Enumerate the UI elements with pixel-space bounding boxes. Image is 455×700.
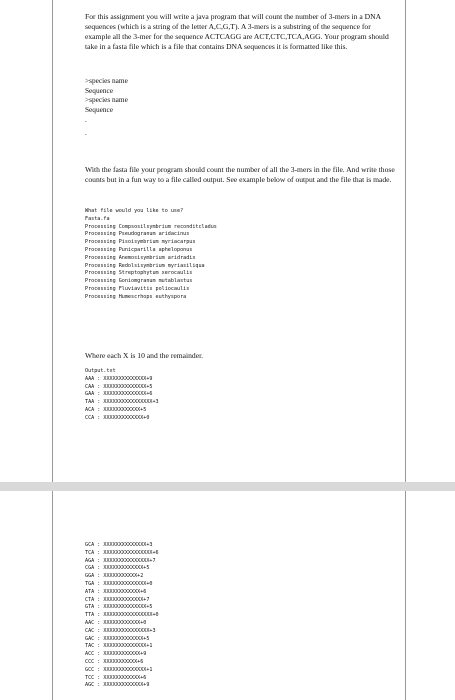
instructions-paragraph: With the fasta file your program should count the number of all the 3-mers in the file. And write those counts but in a fun way to a file called output. See example below of output and the file that is made. bbox=[85, 165, 395, 184]
output-line: CAA : XXXXXXXXXXXXXX+5 bbox=[85, 383, 153, 390]
output-line: AGA : XXXXXXXXXXXXXXX+7 bbox=[85, 557, 156, 564]
output-line: TTA : XXXXXXXXXXXXXXXX+0 bbox=[85, 612, 159, 619]
output-line: CGA : XXXXXXXXXXXXX+5 bbox=[85, 565, 150, 572]
output-line: AGC : XXXXXXXXXXXXX+9 bbox=[85, 682, 150, 689]
output-line: ACC : XXXXXXXXXXXX+9 bbox=[85, 651, 147, 658]
fasta-line: >species name bbox=[85, 95, 128, 104]
output-file-continued bbox=[85, 542, 395, 690]
output-line: GTA : XXXXXXXXXXXXXX+5 bbox=[85, 604, 153, 611]
output-line: TAC : XXXXXXXXXXXXXX+1 bbox=[85, 643, 153, 650]
console-line: Processing Fluviavitis poliocaulis bbox=[85, 285, 190, 292]
output-line: GAA : XXXXXXXXXXXXXX+6 bbox=[85, 391, 153, 398]
output-line: AAC : XXXXXXXXXXXX+0 bbox=[85, 619, 147, 626]
console-line: Processing Punicparilla apheloponus bbox=[85, 246, 193, 253]
console-line: What file would you like to use? bbox=[85, 208, 184, 214]
output-file-block bbox=[85, 368, 395, 423]
intro-paragraph: For this assignment you will write a java program that will count the number of 3-mers in a DNA sequences (which is a string of the letter A,C,G,T). A 3-mers is a substring of the sequence for example all the 3-mer for the sequence ACTCAGG are ACT,CTC,TCA,AGG. Your program should take in a fasta file which is a file that contains DNA sequences it is formatted like this. bbox=[85, 12, 389, 51]
output-line: CCC : XXXXXXXXXXX+6 bbox=[85, 658, 144, 665]
output-line: CAC : XXXXXXXXXXXXXXX+3 bbox=[85, 627, 156, 634]
fasta-line: >species name bbox=[85, 76, 128, 85]
console-line: Processing Pisoisymbrium myriacarpus bbox=[85, 239, 196, 246]
console-line: Processing Compsosilsymbrium reconditcladus bbox=[85, 223, 217, 230]
output-line: CTA : XXXXXXXXXXXXX+7 bbox=[85, 596, 150, 603]
continuation-dot: . bbox=[85, 129, 87, 137]
explanation-text: Where each X is 10 and the remainder. bbox=[85, 351, 204, 360]
output-line: GCC : XXXXXXXXXXXXXX+1 bbox=[85, 666, 153, 673]
output-title: Output.txt bbox=[85, 368, 116, 374]
page-separator bbox=[0, 482, 455, 491]
console-line: Processing Goniomgranum mutablastus bbox=[85, 278, 193, 285]
console-line: Processing Pseudogranum aridacinus bbox=[85, 231, 190, 238]
console-line: Fasta.fa bbox=[85, 215, 110, 222]
output-line: AAA : XXXXXXXXXXXXXX+9 bbox=[85, 375, 153, 382]
output-line: CCA : XXXXXXXXXXXXX+0 bbox=[85, 414, 150, 421]
document-page-2 bbox=[0, 491, 455, 700]
continuation-dot: . bbox=[85, 116, 87, 124]
console-line: Processing Redolsisymbrium myriasiliqua bbox=[85, 262, 205, 269]
fasta-format-block bbox=[85, 76, 395, 138]
output-line: GGA : XXXXXXXXXXX+2 bbox=[85, 573, 144, 580]
fasta-line: Sequence bbox=[85, 104, 113, 114]
output-line: GCA : XXXXXXXXXXXXXX+3 bbox=[85, 542, 153, 548]
console-line: Processing Humescrhops euthyspora bbox=[85, 293, 187, 300]
output-line: GAC : XXXXXXXXXXXXX+5 bbox=[85, 635, 150, 642]
console-output bbox=[85, 208, 395, 302]
output-line: ACA : XXXXXXXXXXXX+5 bbox=[85, 406, 147, 413]
output-line: TCC : XXXXXXXXXXXX+6 bbox=[85, 674, 147, 681]
output-line: ATA : XXXXXXXXXXXX+6 bbox=[85, 588, 147, 595]
output-line: TCA : XXXXXXXXXXXXXXXX+6 bbox=[85, 549, 159, 556]
fasta-line: Sequence bbox=[85, 85, 113, 95]
console-line: Processing Anemosisymbrium aridradix bbox=[85, 254, 196, 261]
output-line: TGA : XXXXXXXXXXXXXX+0 bbox=[85, 580, 153, 587]
console-line: Processing Streptophytum xerocaulis bbox=[85, 270, 193, 277]
output-line: TAA : XXXXXXXXXXXXXXXX+3 bbox=[85, 399, 159, 406]
